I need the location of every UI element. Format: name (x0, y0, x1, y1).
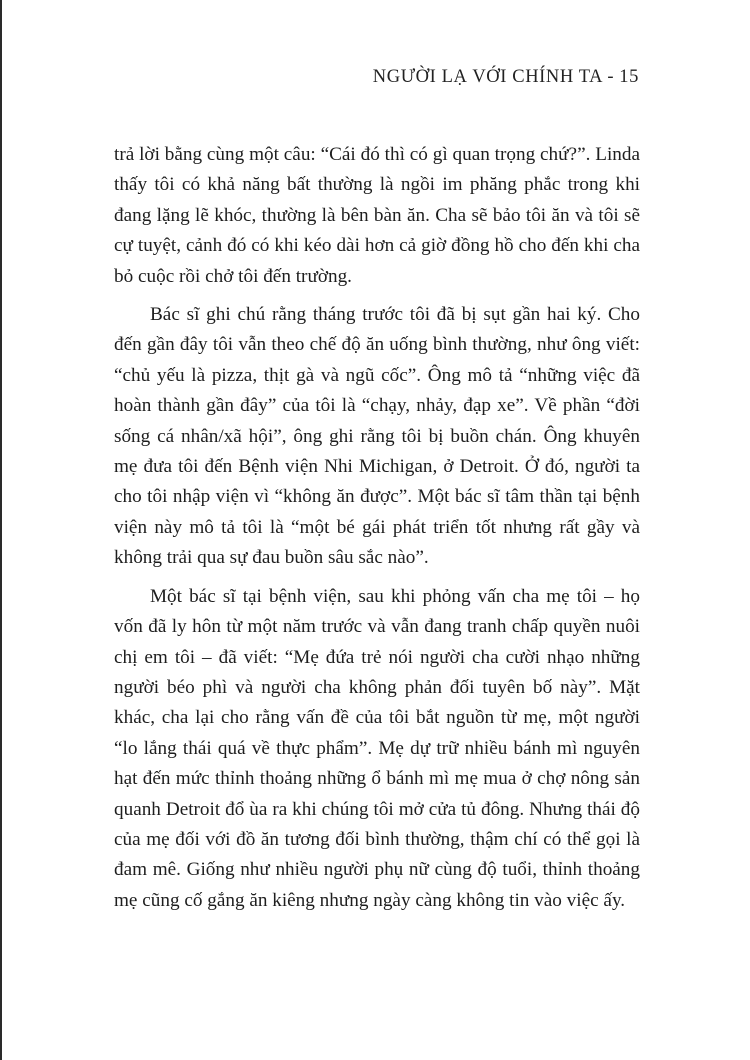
paragraph-1: trả lời bằng cùng một câu: “Cái đó thì có gì quan trọng chứ?”. Linda thấy tôi có khả năng bất thường là ngồi im phăng phắc trong khi đang lặng lẽ khóc, thường là bên bàn ăn. Cha sẽ bảo tôi ăn và tôi sẽ cự tuyệt, cảnh đó có khi kéo dài hơn cả giờ đồng hồ cho đến khi cha bỏ cuộc rồi chở tôi đến trường. (114, 144, 640, 287)
running-header: NGƯỜI LẠ VỚI CHÍNH TA - 15 (372, 67, 639, 87)
page-edge-divider (0, 0, 2, 1060)
paragraph-3: Một bác sĩ tại bệnh viện, sau khi phỏng vấn cha mẹ tôi – họ vốn đã ly hôn từ một năm trước và vẫn đang tranh chấp quyền nuôi chị em tôi – đã viết: “Mẹ đứa trẻ nói người cha cười nhạo những người béo phì và người cha không phản đối tuyên bố này”. Mặt khác, cha lại cho rằng vấn đề của tôi bắt nguồn từ mẹ, một người “lo lắng thái quá về thực phẩm”. Mẹ dự trữ nhiều bánh mì nguyên hạt đến mức thỉnh thoảng những ổ bánh mì mẹ mua ở chợ nông sản quanh Detroit đổ ùa ra khi chúng tôi mở cửa tủ đông. Nhưng thái độ của mẹ đối với đồ ăn tương đối bình thường, thậm chí có thể gọi là đam mê. Giống như nhiều người phụ nữ cùng độ tuổi, thỉnh thoảng mẹ cũng cố gắng ăn kiêng nhưng ngày càng không tin vào việc ấy. (114, 585, 640, 911)
body-text (114, 140, 640, 924)
paragraph-2: Bác sĩ ghi chú rằng tháng trước tôi đã bị sụt gần hai ký. Cho đến gần đây tôi vẫn theo chế độ ăn uống bình thường, như ông viết: “chủ yếu là pizza, thịt gà và ngũ cốc”. Ông mô tả “những việc đã hoàn thành gần đây” của tôi là “chạy, nhảy, đạp xe”. Về phần “đời sống cá nhân/xã hội”, ông ghi rằng tôi bị buồn chán. Ông khuyên mẹ đưa tôi đến Bệnh viện Nhi Michigan, ở Detroit. Ở đó, người ta cho tôi nhập viện vì “không ăn được”. Một bác sĩ tâm thần tại bệnh viện này mô tả tôi là “một bé gái phát triển tốt nhưng rất gầy và không trải qua sự đau buồn sâu sắc nào”. (114, 304, 640, 569)
